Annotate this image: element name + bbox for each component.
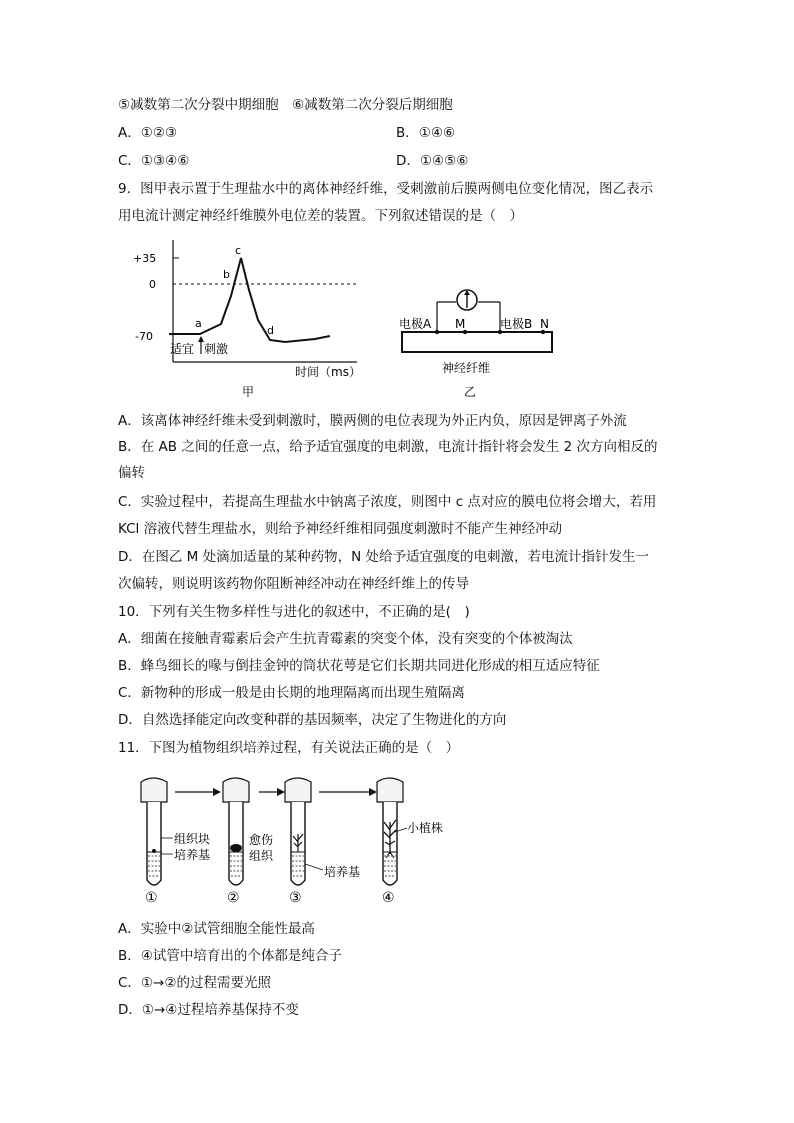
point-c: c	[235, 244, 242, 257]
q9-option-c-line1: C．实验过程中，若提高生理盐水中钠离子浓度，则图中 c 点对应的膜电位将会增大，若用	[118, 494, 657, 510]
point-a: a	[195, 317, 202, 330]
q8-options-line: ⑤减数第二次分裂中期细胞 ⑥减数第二次分裂后期细胞	[118, 97, 453, 113]
label-tissue-block: 组织块	[174, 832, 211, 846]
point-d: d	[267, 324, 274, 337]
label-callus-2: 组织	[249, 849, 274, 863]
electrode-a-label: 电极A	[399, 317, 432, 331]
tube-number-3: ③	[289, 890, 302, 906]
label-small-plant: 小植株	[407, 821, 444, 835]
y-tick-plus35: +35	[133, 252, 157, 265]
q9-option-c-line2: KCl 溶液代替生理盐水，则给予神经纤维相同强度刺激时不能产生神经冲动	[118, 521, 563, 537]
q11-option-b: B．④试管中培育出的个体都是纯合子	[118, 948, 342, 964]
q10-option-b: B．蜂鸟细长的喙与倒挂金钟的筒状花萼是它们长期共同进化形成的相互适应特征	[118, 658, 600, 674]
fiber-label: 神经纤维	[442, 361, 491, 375]
q11-stem: 11．下图为植物组织培养过程，有关说法正确的是（ ）	[118, 740, 460, 756]
stimulus-label-2: 刺激	[204, 342, 229, 356]
tube-number-2: ②	[227, 890, 240, 906]
test-tube-4	[377, 778, 403, 885]
label-medium-1: 培养基	[174, 848, 211, 862]
label-callus-1: 愈伤	[249, 833, 274, 847]
point-b: b	[223, 268, 230, 281]
q9-stem-line2: 用电流计测定神经纤维膜外电位差的装置。下列叙述错误的是（ ）	[118, 208, 523, 224]
figure-jia-membrane-potential	[125, 240, 375, 400]
y-tick-minus70: -70	[135, 330, 153, 343]
q9-option-a: A．该离体神经纤维未受到刺激时，膜两侧的电位表现为外正内负，原因是钾离子外流	[118, 413, 627, 429]
q9-option-b-line2: 偏转	[118, 465, 145, 481]
tube-number-4: ④	[382, 890, 395, 906]
y-tick-0: 0	[149, 278, 156, 291]
m-label: M	[455, 317, 466, 331]
q10-option-c: C．新物种的形成一般是由长期的地理隔离而出现生殖隔离	[118, 685, 465, 701]
x-axis-label: 时间（ms）	[295, 365, 361, 379]
test-tube-3	[285, 778, 311, 885]
potential-curve	[169, 258, 330, 342]
q9-option-d-line2: 次偏转，则说明该药物你阻断神经冲动在神经纤维上的传导	[118, 576, 469, 592]
figure-jia-caption: 甲	[242, 385, 255, 399]
q11-option-d: D．①→④过程培养基保持不变	[118, 1002, 299, 1018]
q10-option-a: A．细菌在接触青霉素后会产生抗青霉素的突变个体，没有突变的个体被淘汰	[118, 631, 573, 647]
electrode-b-label: 电极B	[500, 317, 533, 331]
figure-yi-caption: 乙	[464, 385, 477, 399]
test-tube-1	[141, 778, 167, 885]
q8-option-d: D．①④⑤⑥	[396, 153, 469, 169]
q11-option-c: C．①→②的过程需要光照	[118, 975, 271, 991]
figure-yi-galvanometer	[396, 282, 566, 402]
tube-number-1: ①	[145, 890, 158, 906]
q8-option-b: B．①④⑥	[396, 125, 456, 141]
q11-option-a: A．实验中②试管细胞全能性最高	[118, 921, 315, 937]
stimulus-label: 适宜	[170, 342, 195, 356]
q8-option-c: C．①③④⑥	[118, 153, 190, 169]
q10-stem: 10．下列有关生物多样性与进化的叙述中，不正确的是( )	[118, 604, 470, 620]
nerve-fiber	[402, 332, 552, 352]
q10-option-d: D．自然选择能定向改变种群的基因频率，决定了生物进化的方向	[118, 712, 507, 728]
q9-option-d-line1: D．在图乙 M 处滴加适量的某种药物，N 处给予适宜强度的电刺激，若电流计指针发生一	[118, 549, 650, 565]
q9-stem-line1: 9．图甲表示置于生理盐水中的离体神经纤维，受刺激前后膜两侧电位变化情况，图乙表示	[118, 181, 654, 197]
label-medium-3: 培养基	[324, 865, 361, 879]
n-label: N	[540, 317, 549, 331]
q8-option-a: A．①②③	[118, 125, 178, 141]
test-tube-2	[223, 778, 249, 885]
q9-option-b-line1: B．在 AB 之间的任意一点，给予适宜强度的电刺激，电流计指针将会发生 2 次方向相反的	[118, 439, 658, 455]
electrode-a-dot	[435, 330, 439, 334]
figure-tissue-culture	[125, 772, 444, 906]
